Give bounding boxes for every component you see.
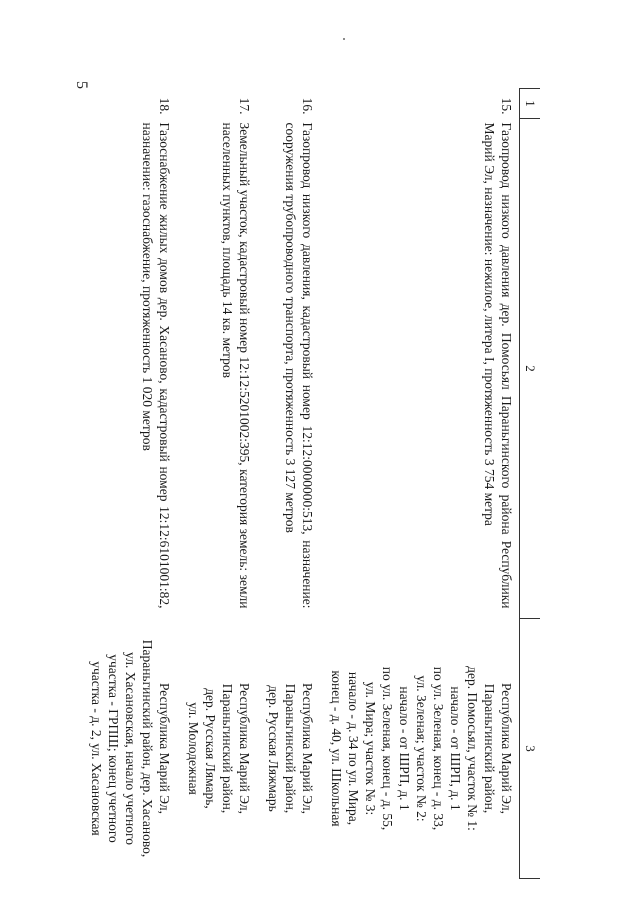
row-number: 16. <box>300 97 315 115</box>
header-col-1: 1 <box>520 89 541 119</box>
property-description: Газопровод низкого давления, кадастровый номер 12:12:0000000:513, назначение: сооружения трубопроводного транспорта, протяженность 3 127 метров <box>283 122 315 609</box>
property-location: Республика Марий Эл, Параньгинский район, дер. Русская Лямарь, ул. Молодежная <box>186 682 252 815</box>
row-number: 15. <box>499 97 514 115</box>
rotated-document <box>89 88 540 878</box>
row-number: 17. <box>237 97 252 115</box>
row-number: 18. <box>157 97 172 115</box>
property-location: Республика Марий Эл, Параньгинский район, дер. Помосьял, участок № 1: начало - от ШРП, д. 1 по ул. Зеленая, конец - д. 33, ул. Зеленая; участок № 2: начало - от ШРП, д. 1 по ул. Зеленая, конец - д. 55, ул. Мира; участок № 3: начало - д. 34 по ул. Мира, конец - д. 40, ул. Школьная <box>329 666 514 831</box>
property-location: Республика Марий Эл, Параньгинский район, дер. Русская Ляжмарь <box>266 682 315 815</box>
property-table <box>80 88 540 879</box>
scan-speck <box>343 38 345 40</box>
property-description: Газопровод низкого давления дер. Помосьял Параньгинского района Республики Марий Эл, назначение: нежилое, литера I, протяженность 3 754 метра <box>482 122 514 609</box>
table-header-row <box>520 89 541 879</box>
table-row <box>80 89 177 879</box>
header-col-3: 3 <box>520 619 541 879</box>
table-row <box>177 89 257 879</box>
table-row <box>257 89 320 879</box>
property-description: Газоснабжение жилых домов дер. Хасаново, кадастровый номер 12:12:6101001:82, назначение: газоснабжение, протяженность 1 020 метров <box>140 122 172 609</box>
property-description: Земельный участок, кадастровый номер 12:12:5201002:395, категория земель: земли населенных пунктов, площадь 14 кв. метров <box>220 122 252 609</box>
property-location: Республика Марий Эл, Параньгинский район, дер. Хасаново, ул. Хасановская, начало учетного участка - ГРПШ; конец учетного участка - д. 2, ул. Хасановская <box>89 639 172 858</box>
table-row <box>320 89 520 879</box>
header-col-2: 2 <box>520 119 541 619</box>
page-number: 5 <box>73 81 90 89</box>
